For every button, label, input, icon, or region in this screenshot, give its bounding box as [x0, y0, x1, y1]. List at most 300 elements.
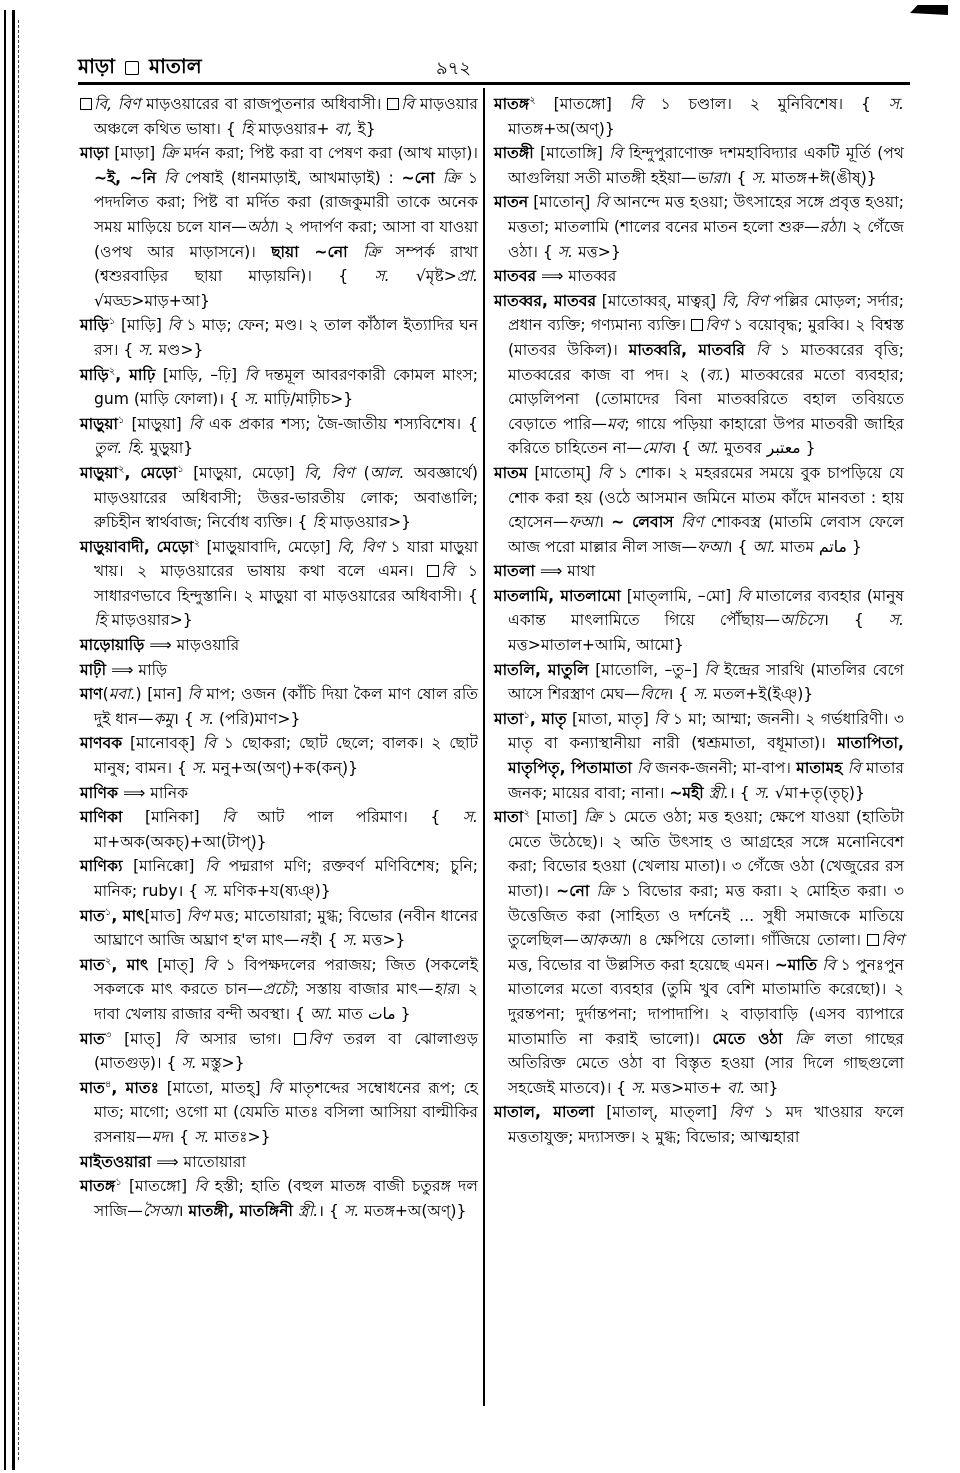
entry-text: মাপ; ওজন (কাঁচি দিয়া কৈল মাণ ষোল রতি দুই ধান—: [94, 685, 478, 728]
column-divider: [483, 88, 485, 1406]
grammar-label: স.: [343, 1201, 360, 1220]
entry-text: ১ সাধারণভাবে হিন্দুস্তানি। ২ মাড়ুয়া বা মাড়ওয়ারের অধিবাসী। {: [94, 562, 479, 605]
entry-text: মুড়ুয়া}: [144, 439, 194, 458]
grammar-label: বি: [737, 586, 751, 605]
entry-text: । {: [670, 439, 697, 458]
entry-text: ⟹ মাড়ওয়ারি: [144, 636, 240, 655]
headword: মাতলা: [494, 562, 536, 581]
dictionary-entry: [80, 313, 478, 362]
headword: মাতম: [494, 463, 528, 482]
entry-text: মাতম ماتم }: [775, 537, 862, 556]
grammar-label: বি: [244, 365, 258, 384]
entry-text: [674, 513, 681, 531]
entry-text: । ৪ ক্ষেপিয়ে তোলা। গাঁজিয়ে তোলা।: [626, 931, 868, 950]
grammar-label: ক্রি: [596, 882, 614, 900]
entry-text: শোকবস্ত্র (মাতমি লেবাস ফেলে আজ পরো মাল্লার নীল সাজ—: [508, 513, 904, 556]
grammar-label: ব্য.: [706, 365, 725, 384]
grammar-label: হি: [312, 513, 326, 532]
entry-text: আ}: [745, 1078, 779, 1097]
dictionary-entry: [80, 461, 478, 535]
entry-text: মস্তু>}: [196, 1054, 245, 1073]
grammar-label: বি: [847, 759, 861, 778]
entry-text: । {: [168, 1127, 195, 1146]
entry-text: [মাতঙ্গো]: [535, 95, 630, 113]
grammar-label: স.: [557, 242, 574, 261]
entry-text: মাড়ওয়ার অঞ্চলে কথিত ভাষা। {: [94, 95, 478, 138]
headword: মাত: [80, 955, 105, 974]
headword: মাড়ুয়াবাদী, মেড়ো: [80, 537, 194, 556]
dictionary-entry: [80, 92, 478, 141]
entry-text: অসার ভাগ।: [187, 1029, 295, 1048]
grammar-label: বি: [704, 660, 718, 679]
headword: ~মাতি: [774, 955, 818, 974]
grammar-label: স.: [194, 1127, 210, 1146]
headword: মাতা: [494, 709, 524, 728]
headword: মাঢ়ী: [80, 660, 107, 679]
grammar-label: প্রচৌ: [262, 980, 294, 999]
dictionary-entry: [80, 412, 478, 461]
entry-text: অবজ্ঞার্থে) মাড়ওয়ারের অধিবাসী; উত্তর-ভারতীয় লোক; অবাঙালি; রুচিহীন স্বার্থবাজ; নির্বোধ ব্যক্তি। {: [94, 463, 478, 532]
entry-text: (: [354, 463, 370, 482]
entry-text: ১ মা; আম্মা; জননী। ২ গর্ভধারিণী। ৩ মাতৃ বা কন্যাস্থানীয়া নারী (শ্বশ্রূমাতা, বধূমাতা)।: [508, 709, 904, 753]
grammar-label: বি: [187, 685, 201, 704]
entry-text: [মাতো, মাতহ্]: [158, 1078, 269, 1097]
grammar-label: মোব: [642, 439, 671, 458]
headword: মাণ: [80, 685, 103, 704]
entry-text: মুতবর معتبر }: [719, 439, 816, 458]
headword: মাতামহ: [796, 759, 843, 778]
entry-text: মাতৃশব্দের সম্বোধনের রূপ; হে মাত; মাগো; ওগো মা (যেমতি মাতঃ বসিলা আসিয়া বাল্মীকির রসনায়—: [94, 1078, 478, 1146]
headword: মাত: [80, 1029, 105, 1048]
entry-text: ১ পদদলিত করা; পিষ্ট বা মর্দিত করা (রাজকুমারী তাকে অনেক সময় মাড়িয়ে চলে যান—: [94, 168, 478, 236]
headword: মাণিকা: [80, 808, 123, 827]
grammar-label: ভারা: [696, 168, 726, 187]
entry-text: মা+অক(অকচ্)+আ(টাপ্)}: [94, 832, 267, 851]
grammar-label: প্রা.: [456, 267, 478, 286]
entry-text: । {: [822, 611, 889, 630]
entry-text: লতা গাছের অতিরিক্ত মেতে ওঠা বা বিস্তৃত হওয়া (সার দিলে গাছগুলো সহজেই মাতবে)। {: [508, 1029, 904, 1097]
entry-text: [মাতোন্]: [528, 193, 596, 212]
headword: মাড়ুয়া: [80, 463, 119, 482]
grammar-label: বি: [173, 1029, 188, 1048]
homonym-number: ৪: [104, 1078, 112, 1090]
grammar-label: মদ: [151, 1127, 169, 1146]
headword: মাণবক: [80, 734, 123, 753]
entry-text: মাত مات }: [333, 1004, 411, 1023]
entry-text: [মাতোম্]: [527, 463, 598, 482]
headword: মাতঙ্গী, মাতঙ্গিনী: [188, 1201, 294, 1220]
grammar-label: বি: [654, 709, 668, 728]
entry-text: [মাড়ুয়া, মেড়ো]: [183, 463, 305, 482]
grammar-label: বি: [595, 193, 609, 212]
entry-text: ১ চণ্ডাল। ২ মুনিবিশেষ। {: [642, 95, 889, 113]
grammar-label: বি, বিণ: [304, 463, 355, 482]
entry-text: ⟹ মাতোয়ারা: [151, 1152, 247, 1171]
grammar-label: বি: [597, 463, 611, 482]
entry-text: আনন্দে মত্ত হওয়া; উৎসাহের সঙ্গে প্রবৃত্ত হওয়া; মত্ততা; মাতলামি (শালের বনের মাতন হলো শুরু—: [508, 193, 904, 236]
entry-text: জনক-জননী; মা-বাপ।: [650, 759, 797, 778]
grammar-label: হি: [240, 119, 254, 138]
dictionary-entry: [80, 1027, 478, 1076]
entry-text: ১ বিভোর করা; মত্ত করা। ২ মোহিত করা। ৩ উত্তেজিত করা (সাহিত্য ও দর্শনেই ... সুধী সমাজকে মাতিয়ে তুলেছিল—: [508, 882, 904, 950]
homonym-number: ১: [177, 463, 184, 475]
entry-text: ) মাতব্বরের মতো ব্যবহার; মোড়লিপনা (তোমাদের বিনা মাতব্বরিতে বহাল তবিয়তে বেড়াতে পারি—: [508, 365, 905, 433]
dictionary-entry: [494, 461, 904, 559]
grammar-label: বি, বিণ: [721, 291, 769, 310]
sense-box-icon: [387, 98, 399, 110]
sense-box-icon: [80, 98, 92, 110]
entry-text: [মানিক্কো]: [122, 857, 206, 876]
headword: মাণিক: [80, 783, 118, 802]
headword: মাড়া: [80, 144, 109, 163]
entry-text: মাতালের ব্যবহার (মানুষ একান্ত মাৎলামিতে গিয়ে পৌঁছায়—: [508, 586, 904, 630]
entry-text: [মাড়ি]: [115, 316, 168, 335]
homonym-number: ২: [193, 537, 201, 549]
headword: ~ লেবাস: [611, 513, 674, 532]
headword: মাড়ি: [80, 365, 109, 384]
grammar-label: বি: [202, 734, 216, 753]
headword: মাতঙ্গ: [80, 1177, 116, 1196]
entry-text: মত্ত; মাতোয়ারা; মুগ্ধ; বিভোর (নবীন ধানের আঘ্রাণে আজি অঘ্রাণ হ'ল মাৎ—: [94, 906, 478, 950]
grammar-label: বি: [268, 1078, 282, 1097]
headword: মাতঙ্গ: [494, 95, 530, 113]
grammar-label: বি: [441, 562, 455, 581]
grammar-label: ক্রি: [583, 808, 602, 827]
grammar-label: বি: [222, 808, 236, 827]
entry-text: এক প্রকার শস্য; জৈ-জাতীয় শস্যবিশেষ। {: [201, 414, 478, 433]
dictionary-entry: [494, 1100, 904, 1149]
entry-text: [মাত্]: [111, 1029, 174, 1048]
guide-separator-box-icon: [125, 61, 139, 75]
grammar-label: ক্রি: [362, 242, 381, 261]
dictionary-entry: [494, 707, 904, 805]
headword: মাতঙ্গী: [494, 144, 534, 163]
grammar-label: রঠা: [819, 217, 842, 236]
entry-text: [মাতোব্বর্, মাত্বর্]: [596, 291, 722, 310]
entry-text: মাতঙ্গ+অ(অণ্)}: [508, 119, 615, 138]
headword: মাতন: [494, 193, 529, 212]
grammar-label: তুল. হি.: [94, 439, 145, 458]
grammar-label: ক্রি: [442, 168, 461, 187]
grammar-label: বি: [205, 857, 219, 876]
entry-text: পেষাই (ধানমাড়াই, আখমাড়াই) :: [177, 168, 402, 187]
entry-text: [মানিকা]: [122, 808, 223, 827]
headword: মাড়োয়াড়ি: [80, 636, 145, 655]
page-binding-shadow: [18, 20, 19, 1460]
homonym-number: ১: [523, 709, 530, 721]
grammar-label: স.: [191, 759, 208, 778]
headword: মাড়ুয়া: [80, 414, 119, 433]
headword: মাইতওয়ারা: [80, 1152, 152, 1171]
dictionary-entry: [494, 805, 904, 1100]
grammar-label: আ.: [309, 1004, 334, 1023]
grammar-label: আকআ: [578, 931, 627, 950]
grammar-label: বা,: [334, 119, 353, 138]
entry-text: মাড়ওয়ারের বা রাজপুতনার অধিবাসী।: [140, 95, 388, 113]
entry-text: । ২ দাবা খেলায় রাজার বন্দী অবস্থা। {: [94, 980, 478, 1023]
entry-text: ১ বিপক্ষদলের পরাজয়; জিত (সকলেই সকলকে মাৎ করতে চান—: [94, 955, 478, 999]
headword: , মাৎ: [111, 906, 145, 925]
grammar-label: আ.: [752, 537, 776, 556]
grammar-label: বি: [194, 1177, 208, 1196]
grammar-label: অঠা: [246, 217, 274, 236]
grammar-label: বি: [188, 414, 202, 433]
grammar-label: বিদে: [639, 685, 668, 704]
entry-text: ১ যারা মাড়ুয়া খায়। ২ মাড়ওয়ারের ভাষায় কথা বলে এমন।: [94, 537, 479, 581]
grammar-label: স.: [888, 95, 904, 113]
homonym-number: ২: [104, 955, 112, 967]
entry-text: মাতঃ>}: [209, 1127, 271, 1146]
sense-box-icon: [294, 1033, 306, 1045]
entry-text: √মা+তৃ(তৃচ্)}: [769, 783, 865, 802]
page-number: ৯৭২: [436, 58, 472, 79]
entry-text: [মানোবক্]: [122, 734, 203, 753]
entry-text: আট পাল পরিমাণ। {: [235, 808, 463, 827]
headword: ~নো: [401, 168, 435, 187]
grammar-label: ক্রি: [794, 1029, 813, 1048]
homonym-number: ১: [115, 1176, 122, 1188]
entry-text: (পরি)মাণ>}: [214, 709, 301, 728]
grammar-label: স্ত্রী.: [708, 783, 729, 802]
grammar-label: বা.: [727, 1078, 746, 1097]
dictionary-entry: [80, 658, 478, 683]
entry-text: মত্ত>}: [573, 242, 621, 261]
headword: মাতব্বরি, মাতবরি: [628, 340, 745, 359]
dictionary-entry: [80, 1076, 478, 1150]
entry-text: মণ্ড>}: [153, 340, 204, 359]
headword: মাত: [80, 1078, 105, 1097]
homonym-number: ১: [104, 906, 112, 918]
grammar-label: বি: [637, 759, 651, 778]
grammar-label: ক্রি: [160, 144, 179, 163]
headword: মাতলামি, মাতলামো: [494, 586, 621, 605]
headword: মাতবর: [494, 267, 537, 286]
headword: মাতা: [494, 808, 524, 827]
left-column: [80, 92, 478, 1223]
grammar-label: স.: [138, 340, 154, 359]
homonym-number: ২: [523, 808, 530, 820]
dictionary-entry: [494, 264, 904, 289]
entry-text: [মাত্]: [148, 955, 204, 974]
entry-text: মত্ত>মাত+: [646, 1078, 728, 1097]
dictionary-entry: [494, 141, 904, 190]
entry-text: মণিক+য(ষ্যঞ্)}: [218, 882, 331, 900]
grammar-label: স.: [751, 168, 767, 187]
entry-text: [মাতোলি, –তু–]: [588, 660, 705, 679]
entry-text: [মাতাল্, মাত্লা]: [594, 1103, 730, 1122]
homonym-number: ২: [108, 365, 116, 377]
entry-text: ।: [177, 1201, 189, 1220]
grammar-label: বিণ: [881, 931, 904, 950]
dictionary-entry: [80, 953, 478, 1027]
entry-text: মাতার জনক; মায়ের বাবা; নানা।: [508, 759, 904, 802]
entry-text: মাঢ়ি/মাঢ়ীচ>}: [259, 390, 354, 409]
entry-text: পল্লির মোড়ল; সর্দার; প্রধান ব্যক্তি; গণ্যমান্য ব্যক্তি।: [508, 291, 904, 335]
header-rule: [78, 82, 910, 85]
entry-text: [435, 169, 443, 187]
grammar-label: সৈআ: [142, 1201, 178, 1220]
grammar-label: বিণ: [680, 513, 704, 532]
headword: মেতে ওঠা: [712, 1029, 783, 1048]
entry-text: । {: [667, 685, 694, 704]
dictionary-entry: [80, 682, 478, 731]
entry-text: মত্ত>মাতাল+আমি, আমো}: [508, 636, 684, 655]
entry-text: দন্তমূল আবরণকারী কোমল মাংস; gum (মাড়ি ফোলা)। {: [94, 365, 478, 409]
dictionary-entry: [80, 1174, 478, 1223]
entry-text: । ২ গেঁজে ওঠা। {: [508, 217, 904, 261]
entry-text: । {: [725, 168, 752, 187]
dictionary-entry: [494, 658, 904, 707]
entry-text: ১ পুনঃপুন মাতালের মতো ব্যবহার (তুমি খুব বেশি মাতামাতি করেছো)। ২ দুরন্তপনা; দুর্দান্তপনা; দাপাদাপি। ২ বাড়াবাড়ি (এসব ব্যাপারে মাতামাতি না করাই ভালো)।: [508, 955, 904, 1048]
grammar-label: স.: [631, 1078, 647, 1097]
headword: ~মহী: [669, 783, 704, 802]
dictionary-entry: [494, 92, 904, 141]
guide-words: [78, 52, 202, 85]
grammar-label: স.: [888, 611, 904, 630]
dictionary-entry: [80, 141, 478, 313]
entry-text: [মাতোঙ্গি]: [533, 144, 610, 163]
entry-text: ১ ছোকরা; ছোট ছেলে; বালক। ২ ছোট মানুষ; বামন। {: [94, 734, 479, 778]
headword: মাণিক্য: [80, 857, 123, 876]
grammar-label: ফআ: [697, 537, 727, 556]
headword: ~নো: [556, 882, 590, 900]
entry-text: মত্ত, বিভোর বা উল্লসিত করা হয়েছে এমন।: [508, 955, 775, 974]
entry-text: [783, 1030, 795, 1048]
entry-text: ⟹ মাতব্বর: [536, 267, 617, 286]
entry-text: ; গায়ে পড়িয়া কাহারো উপর মাতবরী জাহির করিতে চাহিতেন না—: [508, 414, 905, 458]
grammar-label: আ.: [696, 439, 720, 458]
sense-box-icon: [691, 319, 703, 331]
grammar-label: কমু: [153, 709, 174, 728]
grammar-label: স.: [462, 808, 478, 827]
page-binding-edge: [4, 10, 15, 1470]
entry-text: মাড়ওয়ার>}: [325, 513, 412, 532]
grammar-label: স্ত্রী.: [298, 1201, 319, 1220]
entry-text: [348, 243, 363, 261]
entry-text: [মাড়ুয়া]: [124, 414, 189, 433]
headword: , মাৎ: [111, 955, 149, 974]
dictionary-entry: [80, 363, 478, 412]
right-column: [494, 92, 904, 1150]
headword: মাতাপিতা, মাতৃপিতৃ, পিতামাতা: [508, 734, 904, 778]
entry-text: [মাড়ুয়াবাদি, মেড়ো]: [200, 537, 338, 556]
entry-text: ১ শোক। ২ মহররমের সময়ে বুক চাপড়িয়ে যে শোক করা হয় (ওঠে আসমান জমিনে মাতম কাঁদে মানবতা : হায় হোসেন—: [508, 463, 904, 532]
entry-text: মাড়ওয়ার>}: [106, 611, 193, 630]
entry-text: মর্দন করা; পিষ্ট করা বা পেষণ করা (আখ মাড়া)।: [178, 144, 478, 163]
dictionary-entry: [494, 190, 904, 264]
grammar-label: স.: [203, 882, 219, 900]
grammar-label: বি: [164, 168, 178, 187]
headword: , মাঢ়ি: [115, 365, 156, 384]
entry-text: [মাতঙ্গো]: [121, 1177, 195, 1196]
grammar-label: ফআ: [568, 513, 599, 532]
grammar-label: বি: [629, 95, 643, 113]
entry-text: ) [মান]: [135, 685, 188, 704]
page-header: [78, 52, 910, 80]
dictionary-entry: [494, 584, 904, 658]
dictionary-entry: [80, 854, 478, 903]
entry-text: । {: [726, 537, 753, 556]
entry-text: [156, 169, 164, 187]
entry-text: । {: [728, 783, 755, 802]
entry-text: পদ্মরাগ মণি; রক্তবর্ণ মণিবিশেষ; চুনি; মানিক; ruby। {: [94, 857, 478, 900]
entry-text: ১ মাড়; ফেন; মণ্ড। ২ তাল কাঁঠাল ইত্যাদির ঘন রস। {: [94, 316, 479, 359]
grammar-label: বিণ: [729, 1103, 752, 1122]
entry-text: [745, 341, 756, 359]
grammar-label: নই: [299, 931, 317, 950]
grammar-label: বি: [401, 95, 415, 113]
entry-text: √মৃষ্ট>: [389, 267, 457, 286]
homonym-number: ১: [108, 316, 116, 328]
entry-text: [মাড়া]: [108, 144, 161, 163]
grammar-label: হি: [94, 611, 107, 630]
dictionary-entry: [494, 289, 904, 461]
entry-text: । {: [316, 931, 343, 950]
grammar-label: মব: [606, 414, 625, 433]
homonym-number: ৩: [104, 1029, 112, 1041]
dictionary-entry: [80, 805, 478, 854]
entry-text: ⟹ মাড়ি: [106, 660, 168, 679]
dictionary-entry: [80, 904, 478, 953]
grammar-label: বি: [822, 955, 836, 974]
homonym-number: ২: [118, 463, 125, 475]
entry-text: মনু+অ(অণ্)+ক(কন্)}: [207, 759, 359, 778]
dictionary-entry: [80, 731, 478, 780]
entry-text: ১ মাতব্বরের বৃত্তি; মাতব্বরের কাজ বা পদ। ২ (: [508, 340, 904, 384]
entry-text: ; সস্তায় বাজার মাৎ—: [293, 980, 434, 999]
grammar-label: স.: [754, 783, 770, 802]
grammar-label: স.: [243, 390, 260, 409]
entry-text: মত্ত>}: [357, 931, 406, 950]
grammar-label: বি, বিণ: [94, 95, 141, 113]
entry-text: √মড্ড>মাড়+আ}: [94, 291, 210, 310]
grammar-label: বি: [167, 316, 181, 335]
headword: মাতাল, মাতলা: [494, 1103, 595, 1122]
grammar-label: বিণ: [186, 906, 210, 925]
entry-text: [মাত]: [144, 906, 187, 925]
entry-text: । {: [318, 1201, 344, 1220]
entry-text: [মাড়ি, –ঢ়ি]: [155, 365, 245, 384]
dictionary-entry: [494, 559, 904, 584]
grammar-label: বি, বিণ: [337, 537, 385, 556]
entry-text: ইন্দ্রের সারথি (মাতলির বেগে আসে শিরস্ত্রাণ মেঘ—: [508, 660, 904, 704]
entry-text: [মাতা, মাতৃ]: [566, 709, 655, 728]
entry-text: মতল+ই(ইঞ্)}: [708, 685, 814, 704]
sense-box-icon: [867, 934, 879, 946]
headword: মাতলি, মাতুলি: [494, 660, 589, 679]
entry-text: ⟹ মানিক: [117, 783, 189, 802]
grammar-label: স.: [693, 685, 709, 704]
guide-word-last: মাতাল: [148, 54, 202, 78]
entry-text: ১ মেতে ওঠা; মত্ত হওয়া; ক্ষেপে যাওয়া (হাতিটা মেতে উঠেছে)। ২ অতি উৎসাহ ও আগ্রহের সঙ্গে মনোনিবেশ করা; বিভোর হওয়া (খেলায় মাতা)। ৩ গেঁজে ওঠা (খেজুরের রস মাতা)।: [508, 808, 905, 900]
grammar-label: স.: [198, 709, 215, 728]
headword: , মেড়ো: [124, 463, 178, 482]
headword: , মাতৃ: [529, 709, 567, 728]
entry-text: (: [102, 685, 109, 704]
grammar-label: স.: [181, 1054, 197, 1073]
grammar-label: হার: [433, 980, 455, 999]
grammar-label: বি: [203, 955, 217, 974]
grammar-label: অচিসে: [779, 611, 823, 630]
guide-word-first: মাড়া: [78, 54, 115, 78]
homonym-number: ২: [529, 94, 536, 106]
entry-text: তরল বা ঝোলাগুড় (মাতগুড়)। {: [94, 1029, 478, 1073]
grammar-label: মবা.: [108, 685, 136, 704]
dictionary-entry: [80, 781, 478, 806]
grammar-label: বিণ: [308, 1029, 331, 1048]
entry-text: সম্পর্ক রাখা (শ্বশুরবাড়ির ছায়া মাড়ায়নি)। {: [94, 242, 478, 286]
entry-text: । {: [173, 709, 199, 728]
